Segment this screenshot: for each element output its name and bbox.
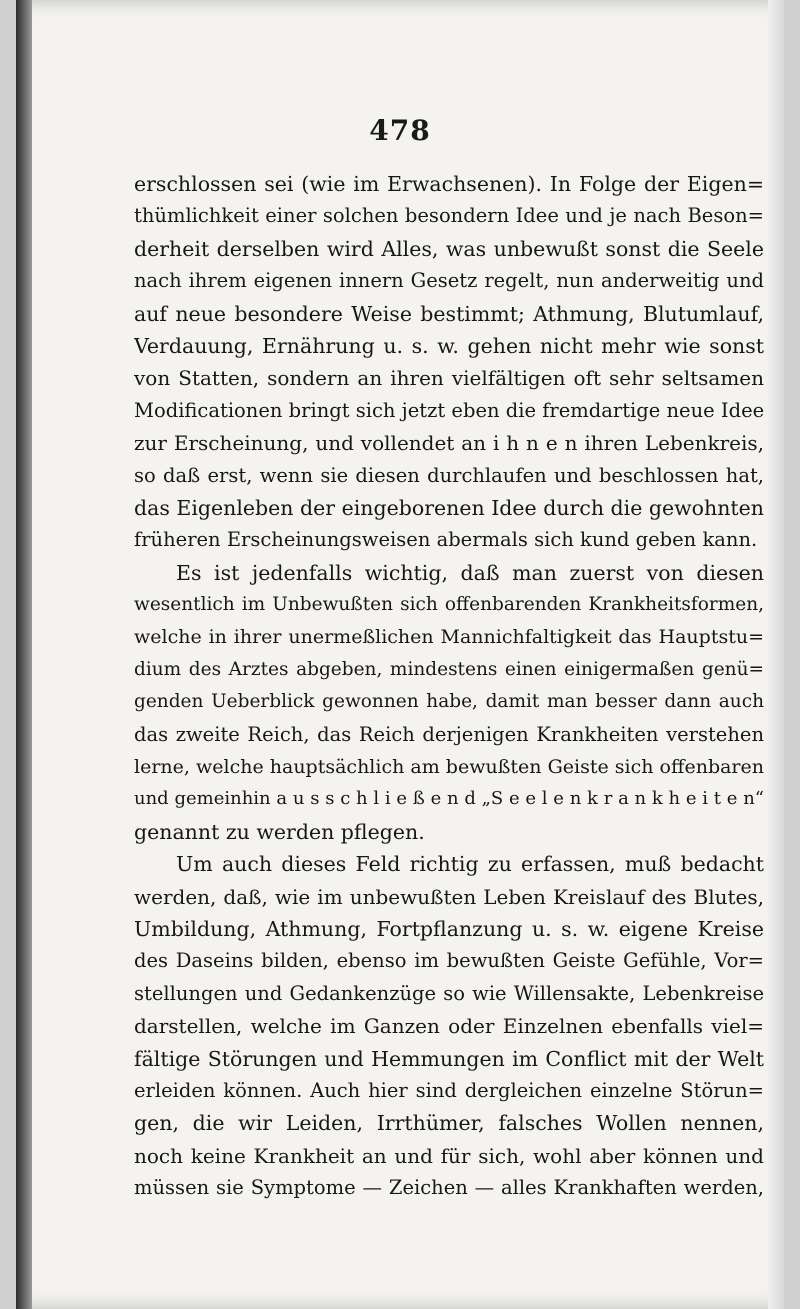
text-line: noch keine Krankheit an und für sich, wohl aber können und: [134, 1143, 764, 1168]
body-text: [134, 168, 764, 1205]
text-line: erschlossen sei (wie im Erwachsenen). In Folge der Eigen=: [134, 172, 764, 196]
text-line: genannt zu werden pflegen.: [134, 819, 425, 844]
text-line: wesentlich im Unbewußten sich offenbarenden Krankheitsformen,: [134, 594, 764, 616]
text-line: fältige Störungen und Hemmungen im Conflict mit der Welt: [134, 1046, 764, 1071]
text-line: zur Erscheinung, und vollendet an i h n e n ihren Lebenkreis,: [134, 431, 764, 456]
text-line: genden Ueberblick gewonnen habe, damit man besser dann auch: [134, 691, 764, 713]
text-line: stellungen und Gedankenzüge so wie Willensakte, Lebenkreise: [134, 981, 764, 1005]
page-binding-shadow: [16, 0, 32, 1309]
page-number: 478: [369, 114, 431, 147]
text-line: thümlichkeit einer solchen besondern Idee und je nach Beson=: [134, 204, 764, 228]
text-line: Modificationen bringt sich jetzt eben die fremdartige neue Idee: [134, 398, 764, 422]
text-line: das Eigenleben der eingeborenen Idee durch die gewohnten: [134, 495, 764, 520]
text-line: nach ihrem eigenen innern Gesetz regelt, nun anderweitig und: [134, 269, 764, 293]
text-line: früheren Erscheinungsweisen abermals sich kund geben kann.: [134, 528, 758, 552]
text-line: erleiden können. Auch hier sind dergleichen einzelne Störun=: [134, 1078, 764, 1102]
text-line: und gemeinhin a u s s c h l i e ß e n d „S e e l e n k r a n k h e i t e n“: [134, 788, 764, 810]
text-line: darstellen, welche im Ganzen oder Einzelnen ebenfalls viel=: [134, 1014, 764, 1039]
text-line: gen, die wir Leiden, Irrthümer, falsches Wollen nennen,: [134, 1111, 764, 1136]
text-line: Es ist jedenfalls wichtig, daß man zuerst von diesen: [176, 560, 764, 585]
text-line: werden, daß, wie im unbewußten Leben Kreislauf des Blutes,: [134, 884, 764, 909]
text-line: das zweite Reich, das Reich derjenigen Krankheiten verstehen: [134, 722, 764, 746]
text-line: müssen sie Symptome — Zeichen — alles Krankhaften werden,: [134, 1176, 764, 1200]
text-line: lerne, welche hauptsächlich am bewußten Geiste sich offenbaren: [134, 756, 764, 779]
text-line: Umbildung, Athmung, Fortpflanzung u. s. w. eigene Kreise: [134, 916, 764, 941]
text-line: von Statten, sondern an ihren vielfältigen oft sehr seltsamen: [134, 366, 764, 391]
book-page: [16, 0, 784, 1309]
text-line: dium des Arztes abgeben, mindestens einen einigermaßen genü=: [134, 658, 764, 680]
text-line: derheit derselben wird Alles, was unbewußt sonst die Seele: [134, 236, 764, 261]
text-line: Um auch dieses Feld richtig zu erfassen, muß bedacht: [176, 852, 764, 877]
text-line: Verdauung, Ernährung u. s. w. gehen nicht mehr wie sonst: [134, 333, 764, 358]
text-line: welche in ihrer unermeßlichen Mannichfaltigkeit das Hauptstu=: [134, 626, 764, 649]
text-line: des Daseins bilden, ebenso im bewußten Geiste Gefühle, Vor=: [134, 949, 764, 973]
page-outer-edge: [768, 0, 784, 1309]
text-line: auf neue besondere Weise bestimmt; Athmung, Blutumlauf,: [134, 301, 764, 326]
text-line: so daß erst, wenn sie diesen durchlaufen und beschlossen hat,: [134, 463, 764, 487]
